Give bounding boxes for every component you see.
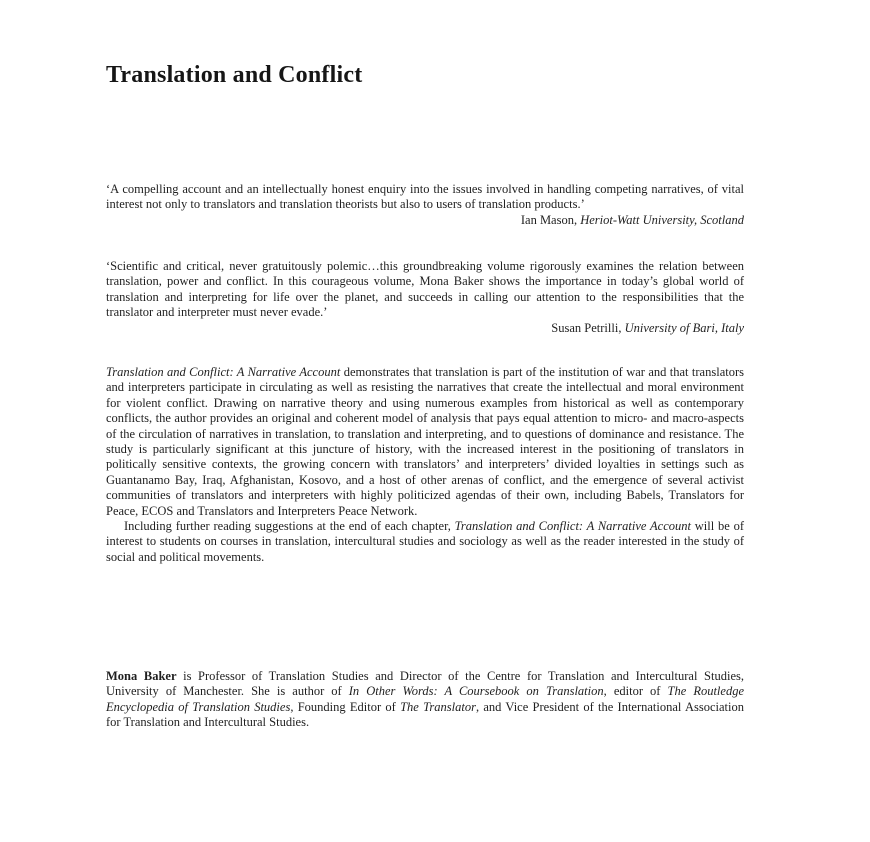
journal-title-italic: The Translator <box>400 699 476 714</box>
quote-text: ‘A compelling account and an intellectually honest enquiry into the issues involved in handling competing narratives, of vital interest not only to translators and translation theorists but also to users of translation products.’ <box>106 182 744 212</box>
endorsement-quote-2 <box>106 259 744 336</box>
author-bio <box>106 669 744 731</box>
book-title-italic: In Other Words: A Coursebook on Translation <box>348 684 604 699</box>
description-paragraph-1 <box>106 365 744 519</box>
description-paragraph-2 <box>106 519 744 565</box>
page-title: Translation and Conflict <box>106 62 363 88</box>
bio-text: , and Vice President of the International Association for Translation and Intercultural Studies. <box>106 699 744 730</box>
attribution-name: Susan Petrilli, <box>551 320 625 335</box>
attribution-affiliation: Heriot-Watt University, Scotland <box>580 212 744 227</box>
book-title-italic: The Routledge Encyclopedia of Translation Studies <box>106 684 745 714</box>
bio-text: , Founding Editor of <box>290 699 401 714</box>
book-title-italic: Translation and Conflict: A Narrative Account <box>106 365 341 379</box>
endorsement-quote-1 <box>106 182 744 228</box>
author-name: Mona Baker <box>106 669 177 683</box>
description-text: will be of interest to students on courses in translation, intercultural studies and sociology as well as the reader interested in the study of social and political movements. <box>106 519 744 564</box>
bio-text: is Professor of Translation Studies and Director of the Centre for Translation and Intercultural Studies, University of Manchester. She is author of <box>106 669 744 699</box>
quote-text: ‘Scientific and critical, never gratuitously polemic…this groundbreaking volume rigorously examines the relation between translation, power and conflict. In this courageous volume, Mona Baker shows the importance in today’s global world of translation and interpreting for life over the planet, and succeeds in calling our attention to the responsibilities that the translator and interpreter must never evade.’ <box>106 259 744 320</box>
attribution-name: Ian Mason, <box>520 212 581 227</box>
book-title-italic: Translation and Conflict: A Narrative Account <box>454 519 691 534</box>
bio-text: , editor of <box>603 684 668 699</box>
description-text: demonstrates that translation is part of the institution of war and that translators and interpreters participate in circulating as well as resisting the narratives that create the intellectual and moral environment for violent conflict. Drawing on narrative theory and using numerous examples from historical as well as contemporary conflicts, the author provides an original and coherent model of analysis that pays equal attention to micro- and macro-aspects of the circulation of narratives in translation, to translation and interpreting, and to questions of dominance and resistance. The study is particularly significant at this juncture of history, with the increased interest in the positioning of translators in politically sensitive contexts, the growing concern with translators’ and interpreters’ divided loyalties in settings such as Guantanamo Bay, Iraq, Afghanistan, Kosovo, and a host of other arenas of conflict, and the emergence of several activist communities of translators and interpreters with highly politicized agendas of their own, including Babels, Translators for Peace, ECOS and Translators and Interpreters Peace Network. <box>106 365 744 518</box>
bio-paragraph <box>106 669 744 731</box>
attribution-affiliation: University of Bari, Italy <box>624 320 744 335</box>
quote-attribution <box>106 213 744 228</box>
book-description <box>106 365 744 565</box>
description-text: Including further reading suggestions at the end of each chapter, <box>124 519 455 534</box>
quote-attribution <box>106 321 744 336</box>
